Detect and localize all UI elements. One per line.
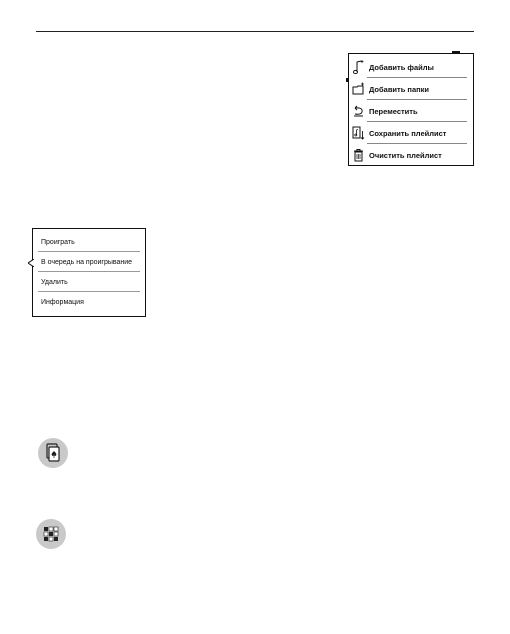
grid-puzzle-icon[interactable] [36,519,66,549]
menu-separator [38,291,140,292]
save-playlist-icon [352,125,365,141]
menu-item-label: Сохранить плейлист [369,128,447,138]
context-item-label: Информация [41,298,84,306]
menu-item-label: Добавить файлы [369,62,434,72]
folder-add-icon [352,81,365,97]
menu-item-label: Очистить плейлист [369,150,442,160]
context-item-label: Удалить [41,278,68,286]
menu-item-label: Добавить папки [369,84,430,94]
context-item-label: Проиграть [41,238,75,246]
trash-icon [352,147,365,163]
menu-item-move[interactable] [352,100,470,122]
card-game-icon[interactable] [38,438,68,468]
menu-item-label: Переместить [369,106,418,116]
menu-edge-mark [346,78,348,82]
menu-item-add-folders[interactable] [352,78,470,100]
menu-item-add-files[interactable] [352,56,470,78]
menu-anchor-mark [452,51,460,53]
context-menu-pointer [28,259,34,267]
header-divider [36,31,474,32]
context-menu [32,228,146,317]
menu-separator [38,251,140,252]
context-item-label: В очередь на проигрывание [41,258,133,266]
context-item-enqueue[interactable] [41,253,132,271]
playlist-menu [348,53,474,166]
context-item-info[interactable] [41,293,84,311]
move-icon [352,103,365,119]
menu-separator [38,271,140,272]
menu-item-clear-playlist[interactable] [352,144,470,166]
context-item-delete[interactable] [41,273,68,291]
menu-item-save-playlist[interactable] [352,122,470,144]
music-note-add-icon [352,59,365,75]
context-item-play[interactable] [41,233,75,251]
